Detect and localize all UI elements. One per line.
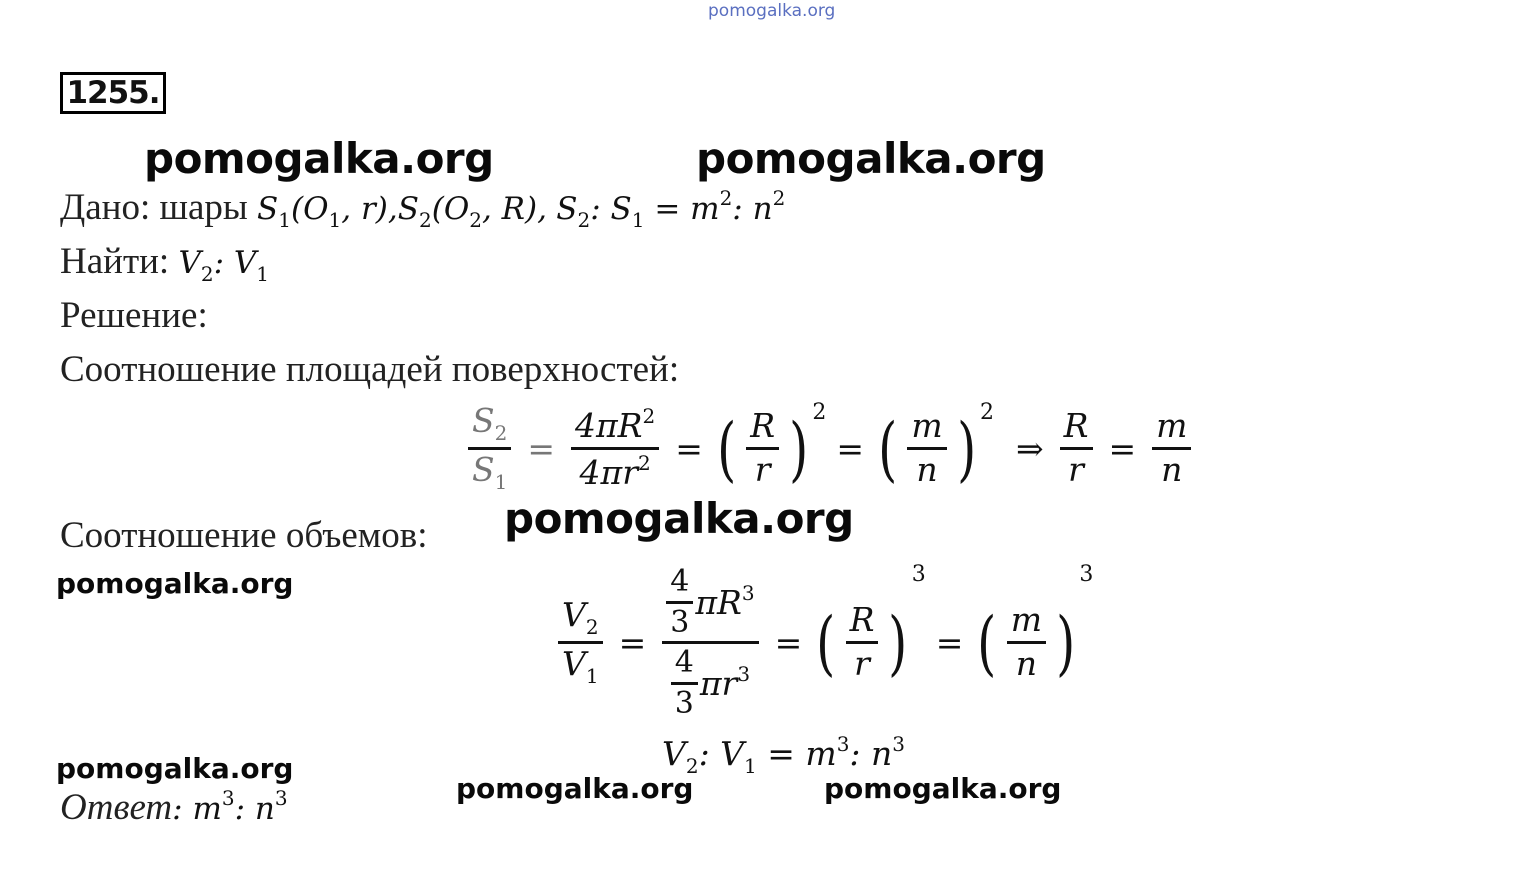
equals-sign: = xyxy=(675,429,703,468)
given-label: Дано: шары xyxy=(60,187,248,228)
watermark: pomogalka.org xyxy=(456,772,694,805)
volume-formula xyxy=(552,562,1094,721)
fraction-r-ratio: $\frac{R}{r}$ xyxy=(846,603,879,681)
equals-sign: = xyxy=(836,429,865,468)
exponent: 3 xyxy=(911,562,926,587)
sphere-2: $S_2(O_2$, R), xyxy=(397,191,547,232)
fraction-m-n-result: $\frac{m}{n}$ xyxy=(1152,409,1191,487)
answer-line xyxy=(60,786,288,829)
fraction-four-thirds: $\frac{4}{3}$ xyxy=(671,647,698,719)
equals-sign: = xyxy=(618,623,647,662)
watermark-top[interactable]: pomogalka.org xyxy=(708,1,836,21)
equals-sign: = xyxy=(527,429,555,468)
watermark: pomogalka.org xyxy=(696,134,1046,183)
answer-expression: : $m^3$: $n^3$ xyxy=(172,786,288,827)
area-formula xyxy=(462,400,1197,494)
area-ratio-label: Соотношение площадей поверхностей: xyxy=(60,349,680,390)
solution-label: Решение: xyxy=(60,295,208,336)
volume-ratio-label: Соотношение объемов: xyxy=(60,515,428,556)
right-paren: ) xyxy=(789,407,809,490)
equals-sign: = xyxy=(774,623,803,662)
fraction-s2-s1: $\frac{S_2}{S_1}$ xyxy=(468,404,511,493)
watermark: pomogalka.org xyxy=(56,752,294,785)
problem-number: 1255. xyxy=(60,72,166,114)
watermark: pomogalka.org xyxy=(504,494,854,543)
exponent: 2 xyxy=(979,400,994,425)
right-paren: ) xyxy=(888,601,908,684)
fraction-r-ratio-result: $\frac{R}{r}$ xyxy=(1060,409,1093,487)
fraction-r-ratio: $\frac{R}{r}$ xyxy=(746,409,779,487)
left-paren: ( xyxy=(977,601,997,684)
watermark: pomogalka.org xyxy=(824,772,1062,805)
sphere-1: $S_1(O_1$, r), xyxy=(257,191,398,232)
fraction-area-formula: $\frac{4\pi R^2}{4\pi r^2}$ xyxy=(571,406,659,490)
right-paren: ) xyxy=(956,407,976,490)
exponent: 3 xyxy=(1079,562,1094,587)
find-expression: $V_2$: $V_1$ xyxy=(178,245,269,286)
result-expression: $V_2$: $V_1 = m^3$: $n^3$ xyxy=(662,732,906,778)
right-paren: ) xyxy=(1056,601,1076,684)
watermark: pomogalka.org xyxy=(144,134,494,183)
equals-sign: = xyxy=(935,623,964,662)
implies-arrow: ⇒ xyxy=(1015,429,1044,468)
exponent: 2 xyxy=(812,400,827,425)
fraction-v2-v1: $\frac{V_2}{V_1}$ xyxy=(558,598,603,687)
given-line xyxy=(60,186,785,232)
left-paren: ( xyxy=(717,407,737,490)
find-label: Найти: xyxy=(60,241,170,282)
left-paren: ( xyxy=(878,407,898,490)
find-line xyxy=(60,240,269,286)
fraction-m-n: $\frac{m}{n}$ xyxy=(1007,603,1046,681)
answer-label: Ответ xyxy=(60,787,173,828)
area-ratio-given: $S_2$: $S_1 = m^2$: $n^2$ xyxy=(556,186,786,232)
fraction-m-n: $\frac{m}{n}$ xyxy=(907,409,946,487)
fraction-volume-formula: $\frac{4}{3}$ $\pi R^3$ $\frac{4}{3}$ $\pi r^3$ xyxy=(662,566,758,719)
left-paren: ( xyxy=(816,601,836,684)
equals-sign: = xyxy=(1108,429,1137,468)
watermark: pomogalka.org xyxy=(56,567,294,600)
fraction-four-thirds: $\frac{4}{3}$ xyxy=(666,566,693,638)
